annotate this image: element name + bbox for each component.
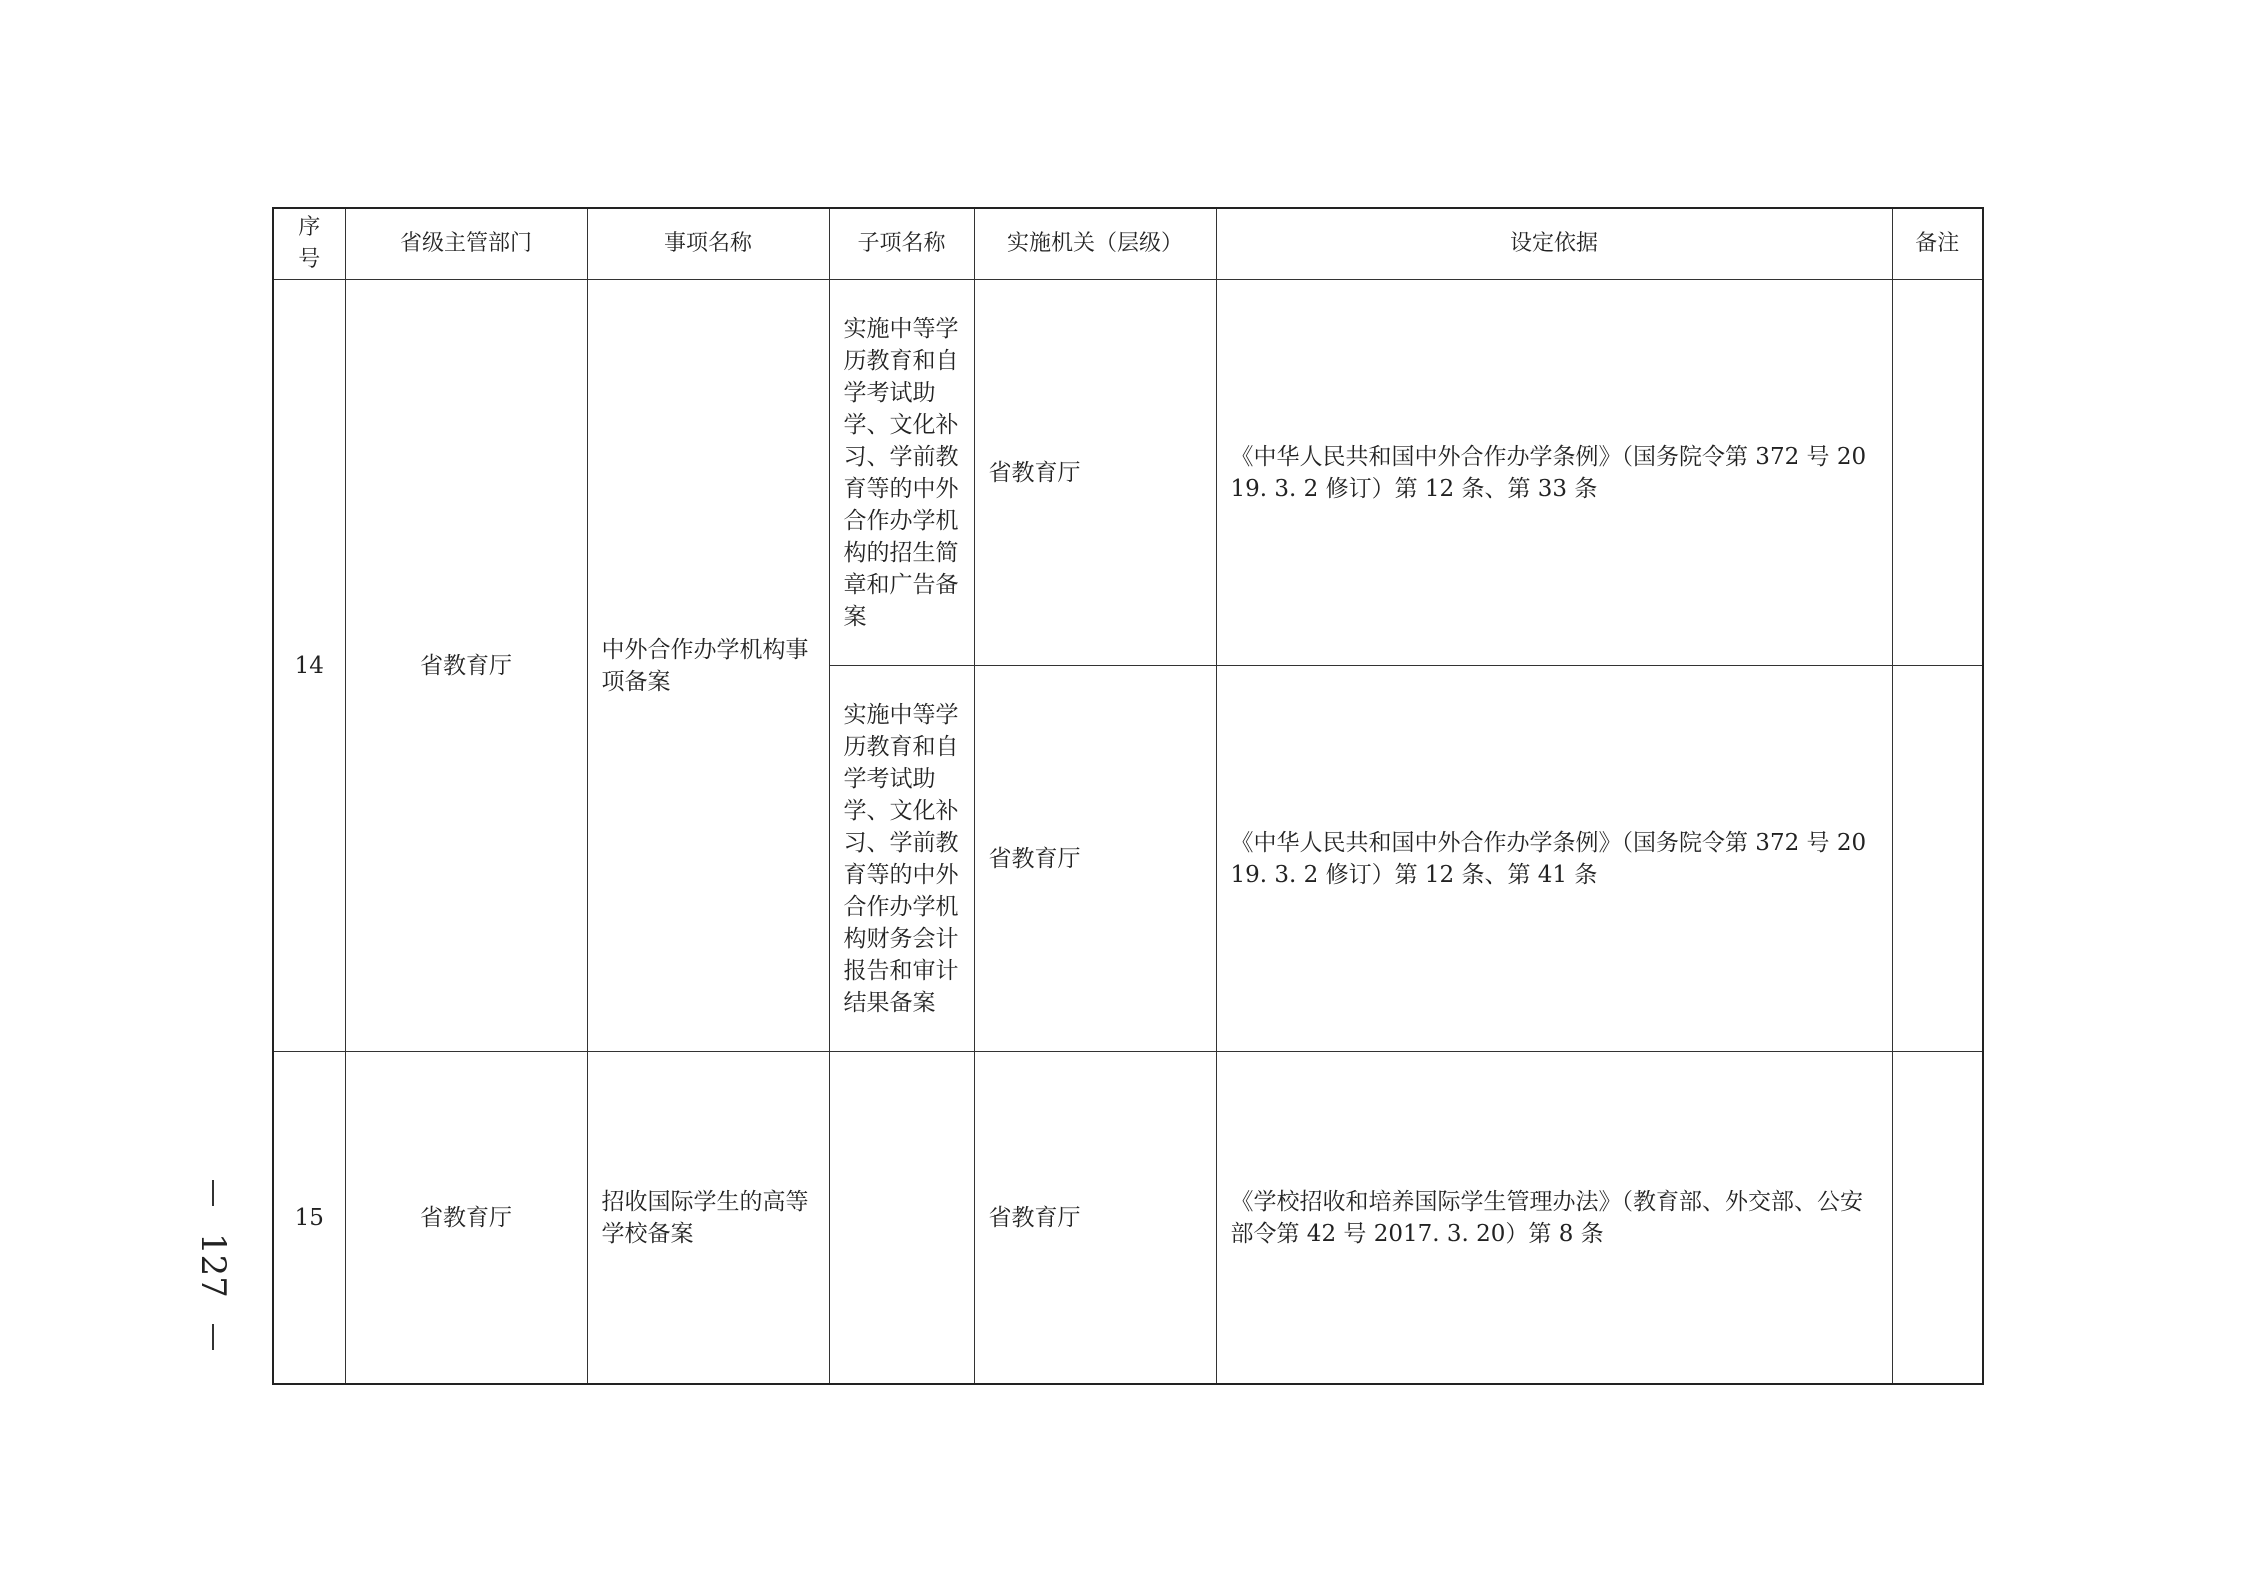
row-14-basis-1: 《中华人民共和国中外合作办学条例》（国务院令第 372 号 2019. 3. 2 修订）第 12 条、第 33 条 — [1216, 280, 1892, 666]
header-agency: 实施机关（层级） — [974, 208, 1216, 280]
row-14-subitem-2: 实施中等学历教育和自学考试助学、文化补习、学前教育等的中外合作办学机构财务会计报告和审计结果备案 — [829, 666, 974, 1052]
row-14-seq: 14 — [273, 280, 345, 1052]
row-14-agency-2: 省教育厅 — [974, 666, 1216, 1052]
row-14-remark-1 — [1892, 280, 1983, 666]
row-14-agency-1: 省教育厅 — [974, 280, 1216, 666]
page-number — [188, 1180, 238, 1350]
page-number-value: 127 — [193, 1232, 233, 1298]
table-row — [273, 1052, 1983, 1384]
header-subitem: 子项名称 — [829, 208, 974, 280]
table-header-row — [273, 208, 1983, 280]
header-basis: 设定依据 — [1216, 208, 1892, 280]
row-15-remark — [1892, 1052, 1983, 1384]
page-number-dash-top — [212, 1180, 214, 1206]
row-15-subitem — [829, 1052, 974, 1384]
row-15-item: 招收国际学生的高等学校备案 — [587, 1052, 829, 1384]
table-row — [273, 280, 1983, 666]
header-seq: 序号 — [273, 208, 345, 280]
row-14-basis-2: 《中华人民共和国中外合作办学条例》（国务院令第 372 号 2019. 3. 2 修订）第 12 条、第 41 条 — [1216, 666, 1892, 1052]
row-14-remark-2 — [1892, 666, 1983, 1052]
row-15-basis: 《学校招收和培养国际学生管理办法》（教育部、外交部、公安部令第 42 号 2017. 3. 20）第 8 条 — [1216, 1052, 1892, 1384]
page-number-dash-bottom — [212, 1324, 214, 1350]
header-item: 事项名称 — [587, 208, 829, 280]
document-table — [272, 207, 1984, 1385]
row-15-agency: 省教育厅 — [974, 1052, 1216, 1384]
row-14-subitem-1: 实施中等学历教育和自学考试助学、文化补习、学前教育等的中外合作办学机构的招生简章和广告备案 — [829, 280, 974, 666]
header-dept: 省级主管部门 — [345, 208, 587, 280]
row-14-item: 中外合作办学机构事项备案 — [587, 280, 829, 1052]
row-15-dept: 省教育厅 — [345, 1052, 587, 1384]
header-remark: 备注 — [1892, 208, 1983, 280]
row-15-seq: 15 — [273, 1052, 345, 1384]
row-14-dept: 省教育厅 — [345, 280, 587, 1052]
